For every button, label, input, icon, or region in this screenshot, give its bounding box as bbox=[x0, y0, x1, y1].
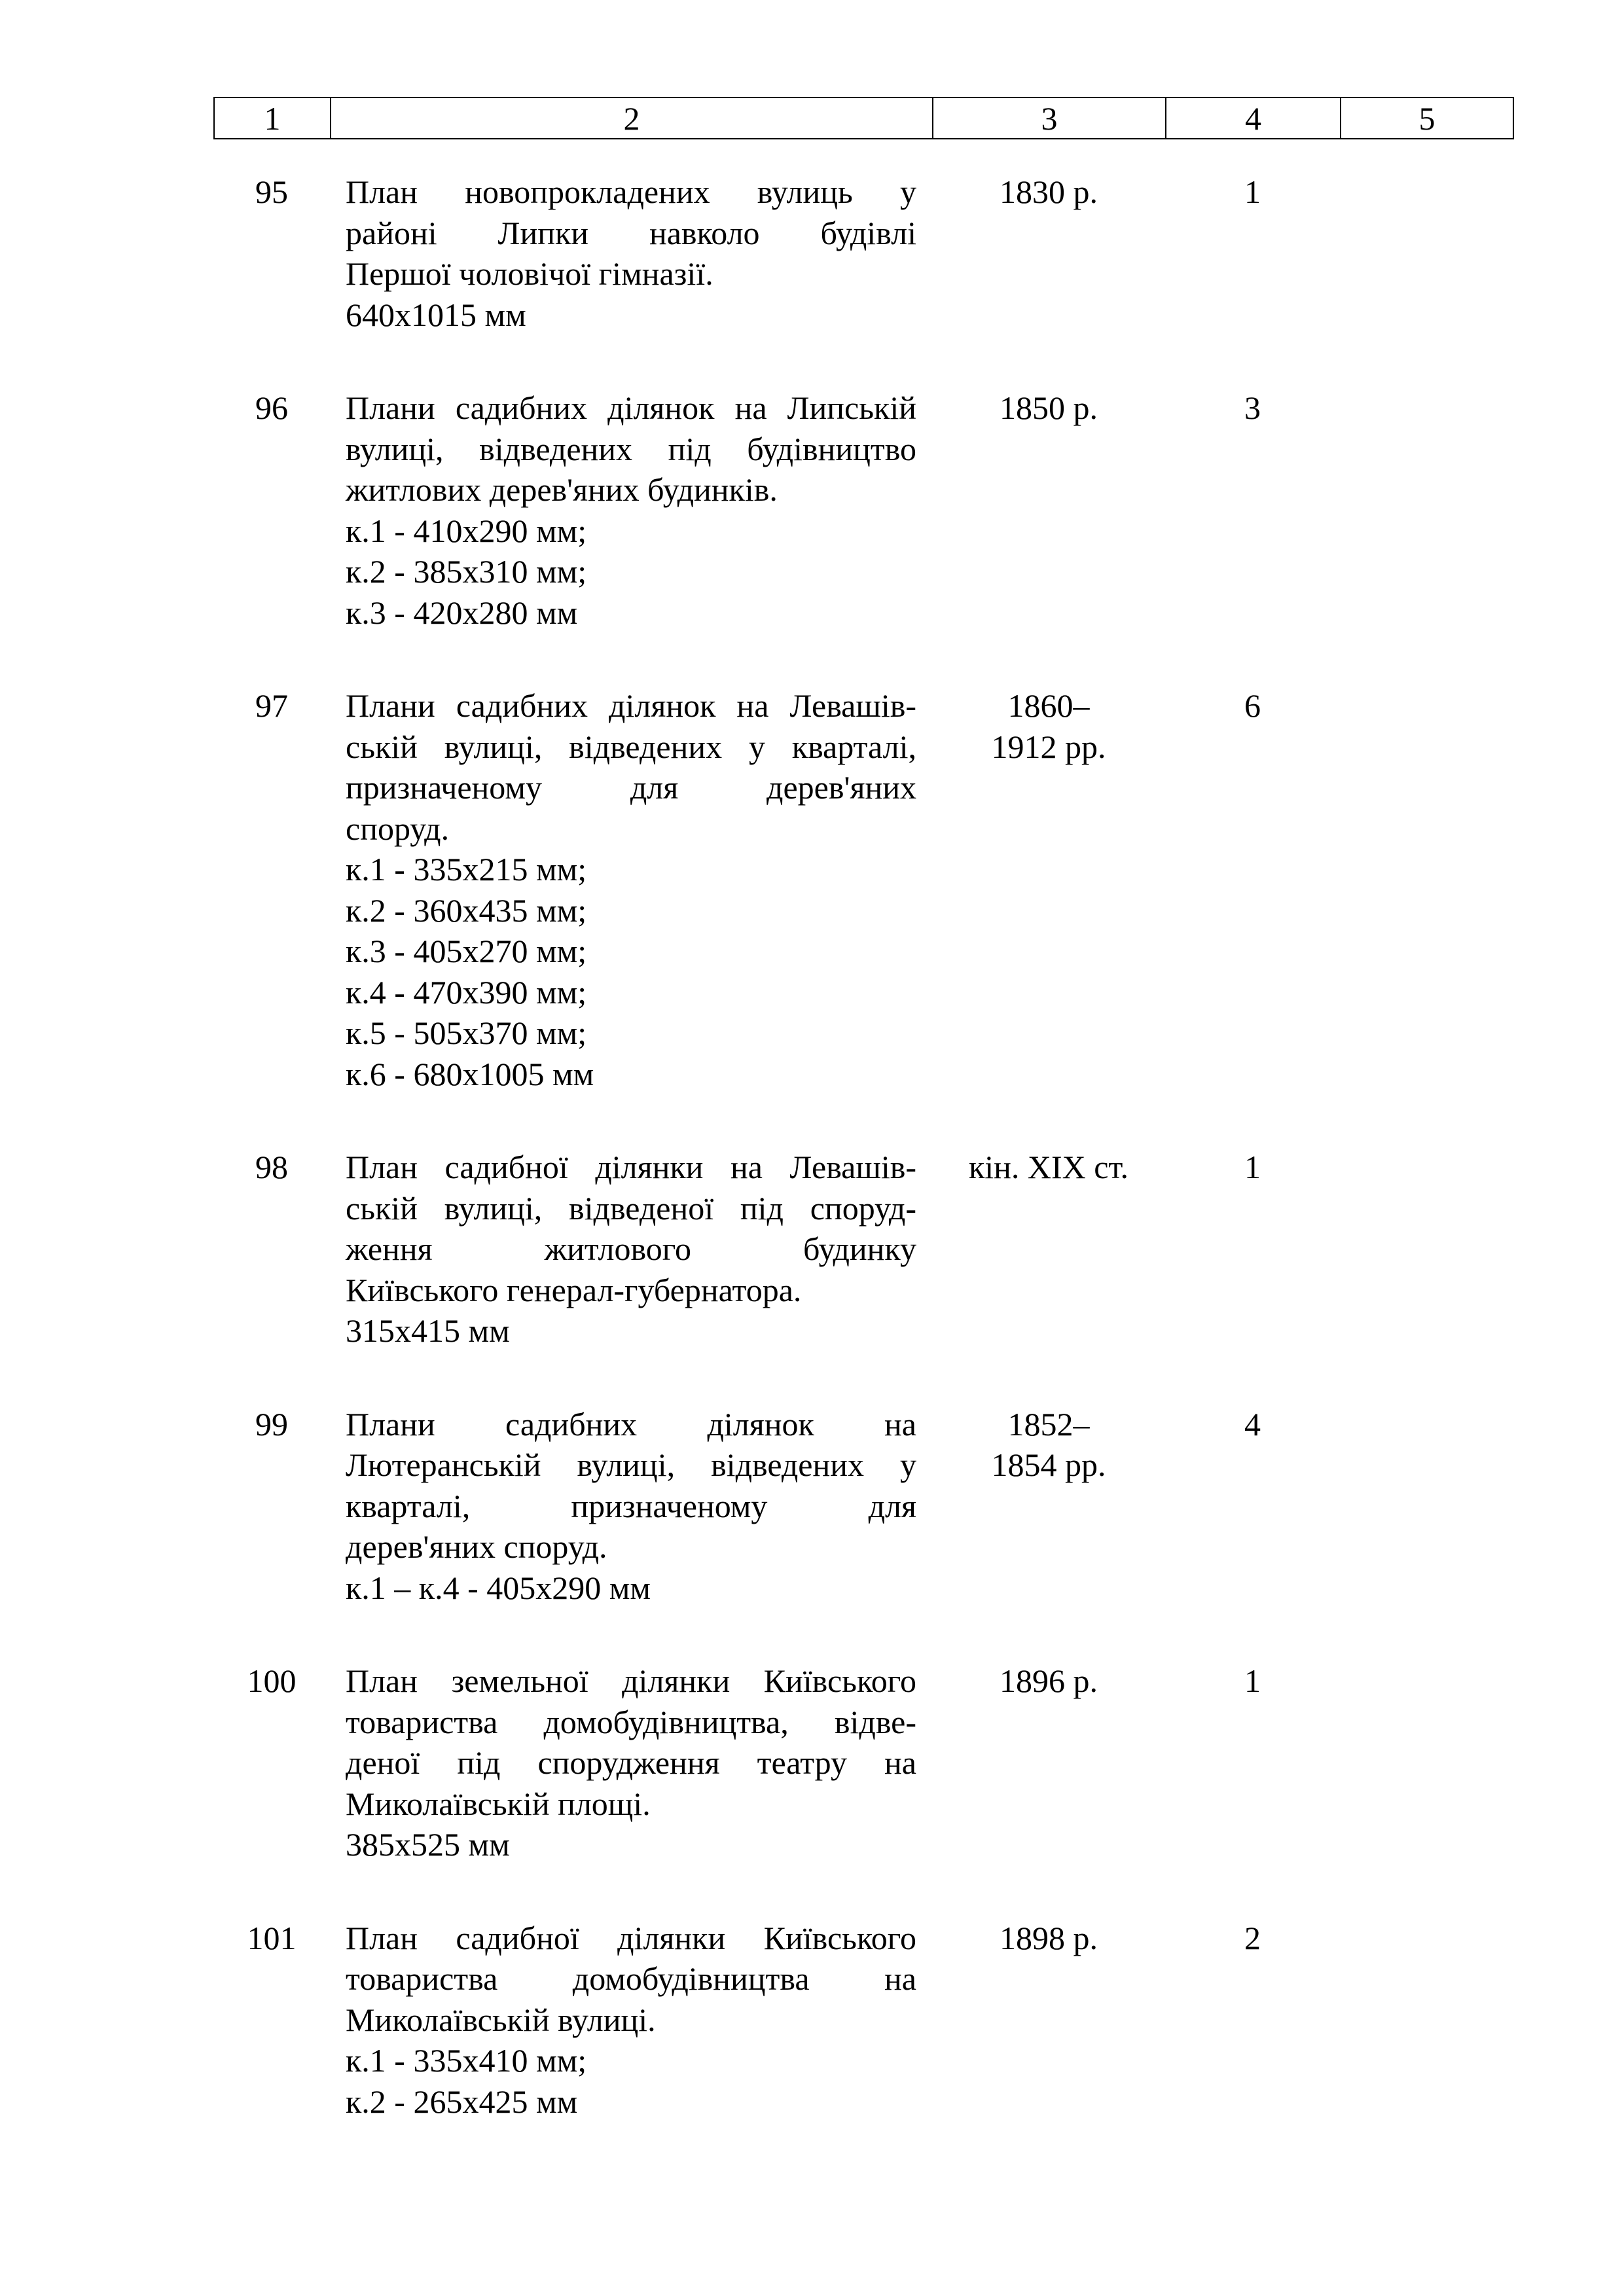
description-line: вулиці, відведених під будівництво bbox=[346, 430, 916, 467]
description-line: деної під спорудження театру на bbox=[346, 1744, 916, 1781]
entry-description bbox=[330, 685, 932, 1094]
column-header-2: 2 bbox=[331, 98, 933, 138]
sheet-size: к.4 - 470х390 мм; bbox=[346, 973, 587, 1011]
column-header-5: 5 bbox=[1418, 99, 1435, 137]
entry-sheet-count: 4 bbox=[1244, 1405, 1261, 1443]
description-line: Миколаївській вулиці. bbox=[346, 2001, 656, 2038]
sheet-size: к.1 – к.4 - 405х290 мм bbox=[346, 1569, 651, 1606]
sheet-size: 640х1015 мм bbox=[346, 296, 526, 333]
entry-description bbox=[330, 1404, 932, 1609]
sheet-size: к.6 - 680х1005 мм bbox=[346, 1055, 594, 1092]
sheet-size: к.1 - 335х410 мм; bbox=[346, 2042, 587, 2079]
entry-date bbox=[932, 1404, 1165, 1486]
description-line: Першої чоловічої гімназії. bbox=[346, 255, 713, 292]
entry-sheet-count: 3 bbox=[1244, 389, 1261, 426]
catalog-entry bbox=[213, 1918, 1514, 2123]
sheet-size: к.3 - 420х280 мм bbox=[346, 594, 578, 631]
sheet-size: к.1 - 410х290 мм; bbox=[346, 512, 587, 549]
entry-description bbox=[330, 1918, 932, 2123]
description-line: План земельної ділянки Київського bbox=[346, 1662, 916, 1699]
description-line: дерев'яних споруд. bbox=[346, 1528, 607, 1565]
entry-number: 96 bbox=[255, 389, 288, 426]
description-line: Миколаївській площі. bbox=[346, 1785, 651, 1822]
description-line: Лютеранській вулиці, відведених у bbox=[346, 1446, 916, 1483]
entry-date bbox=[932, 1660, 1165, 1702]
description-line: Плани садибних ділянок на bbox=[346, 1405, 916, 1443]
date-line: 1860– bbox=[1007, 687, 1090, 724]
catalog-entry bbox=[213, 387, 1514, 633]
date-line: 1850 р. bbox=[1000, 389, 1098, 426]
entry-sheet-count: 1 bbox=[1244, 1149, 1261, 1185]
date-line: 1898 р. bbox=[1000, 1919, 1098, 1956]
entry-number: 99 bbox=[255, 1405, 288, 1443]
column-header-row bbox=[213, 97, 1514, 139]
date-line: 1830 р. bbox=[1000, 173, 1098, 210]
description-line: ження житлового будинку bbox=[346, 1230, 916, 1267]
description-line: Плани садибних ділянок на Липській bbox=[346, 389, 916, 426]
sheet-size: 315х415 мм bbox=[346, 1312, 510, 1349]
entry-number: 101 bbox=[247, 1919, 297, 1956]
description-line: житлових дерев'яних будинків. bbox=[346, 471, 778, 508]
entry-sheet-count: 6 bbox=[1244, 687, 1261, 724]
date-line: кін. XIX ст. bbox=[968, 1149, 1129, 1185]
sheet-size: к.2 - 360х435 мм; bbox=[346, 891, 587, 929]
catalog-entry bbox=[213, 1660, 1514, 1865]
description-line: товариства домобудівництва, відве- bbox=[346, 1703, 916, 1740]
sheet-size: к.2 - 265х425 мм bbox=[346, 2083, 578, 2120]
entry-number: 97 bbox=[255, 687, 288, 724]
entry-sheet-count: 1 bbox=[1244, 1662, 1261, 1699]
date-line: 1912 рр. bbox=[991, 728, 1106, 765]
entry-number: 100 bbox=[247, 1662, 297, 1699]
description-line: План новопрокладених вулиць у bbox=[346, 173, 916, 210]
sheet-size: к.3 - 405х270 мм; bbox=[346, 933, 587, 969]
entry-date bbox=[932, 1918, 1165, 1959]
sheet-size: к.5 - 505х370 мм; bbox=[346, 1014, 587, 1051]
catalog-entry bbox=[213, 1404, 1514, 1609]
description-line: ській вулиці, відведеної під споруд- bbox=[346, 1189, 916, 1227]
description-line: кварталі, призначеному для bbox=[346, 1487, 916, 1524]
sheet-size: к.2 - 385х310 мм; bbox=[346, 553, 587, 590]
sheet-size: 385х525 мм bbox=[346, 1826, 510, 1863]
description-line: План садибної ділянки на Левашів- bbox=[346, 1149, 916, 1185]
entry-date bbox=[932, 685, 1165, 767]
entry-date bbox=[932, 171, 1165, 213]
date-line: 1852– bbox=[1007, 1405, 1090, 1443]
entry-description bbox=[330, 1660, 932, 1865]
entry-number: 98 bbox=[255, 1149, 288, 1185]
description-line: ській вулиці, відведених у кварталі, bbox=[346, 728, 916, 765]
column-header-4: 4 bbox=[1166, 98, 1341, 138]
entry-sheet-count: 1 bbox=[1244, 173, 1261, 210]
date-line: 1854 рр. bbox=[991, 1446, 1106, 1483]
entry-date bbox=[932, 1147, 1165, 1188]
description-line: Плани садибних ділянок на Левашів- bbox=[346, 687, 916, 724]
catalog-entries bbox=[213, 171, 1514, 2122]
catalog-entry bbox=[213, 685, 1514, 1094]
description-line: районі Липки навколо будівлі bbox=[346, 214, 916, 251]
date-line: 1896 р. bbox=[1000, 1662, 1098, 1699]
entry-description bbox=[330, 171, 932, 335]
description-line: призначеному для дерев'яних bbox=[346, 769, 916, 806]
entry-number: 95 bbox=[255, 173, 288, 210]
column-header-3: 3 bbox=[933, 98, 1166, 138]
entry-description bbox=[330, 1147, 932, 1352]
description-line: товариства домобудівництва на bbox=[346, 1960, 916, 1997]
description-line: Київського генерал-губернатора. bbox=[346, 1271, 802, 1308]
catalog-entry bbox=[213, 1147, 1514, 1352]
description-line: споруд. bbox=[346, 810, 450, 847]
entry-sheet-count: 2 bbox=[1244, 1919, 1261, 1956]
entry-description bbox=[330, 387, 932, 633]
entry-date bbox=[932, 387, 1165, 429]
sheet-size: к.1 - 335х215 мм; bbox=[346, 851, 587, 888]
description-line: План садибної ділянки Київського bbox=[346, 1919, 916, 1956]
catalog-entry bbox=[213, 171, 1514, 335]
column-header-1: 1 bbox=[215, 98, 331, 138]
